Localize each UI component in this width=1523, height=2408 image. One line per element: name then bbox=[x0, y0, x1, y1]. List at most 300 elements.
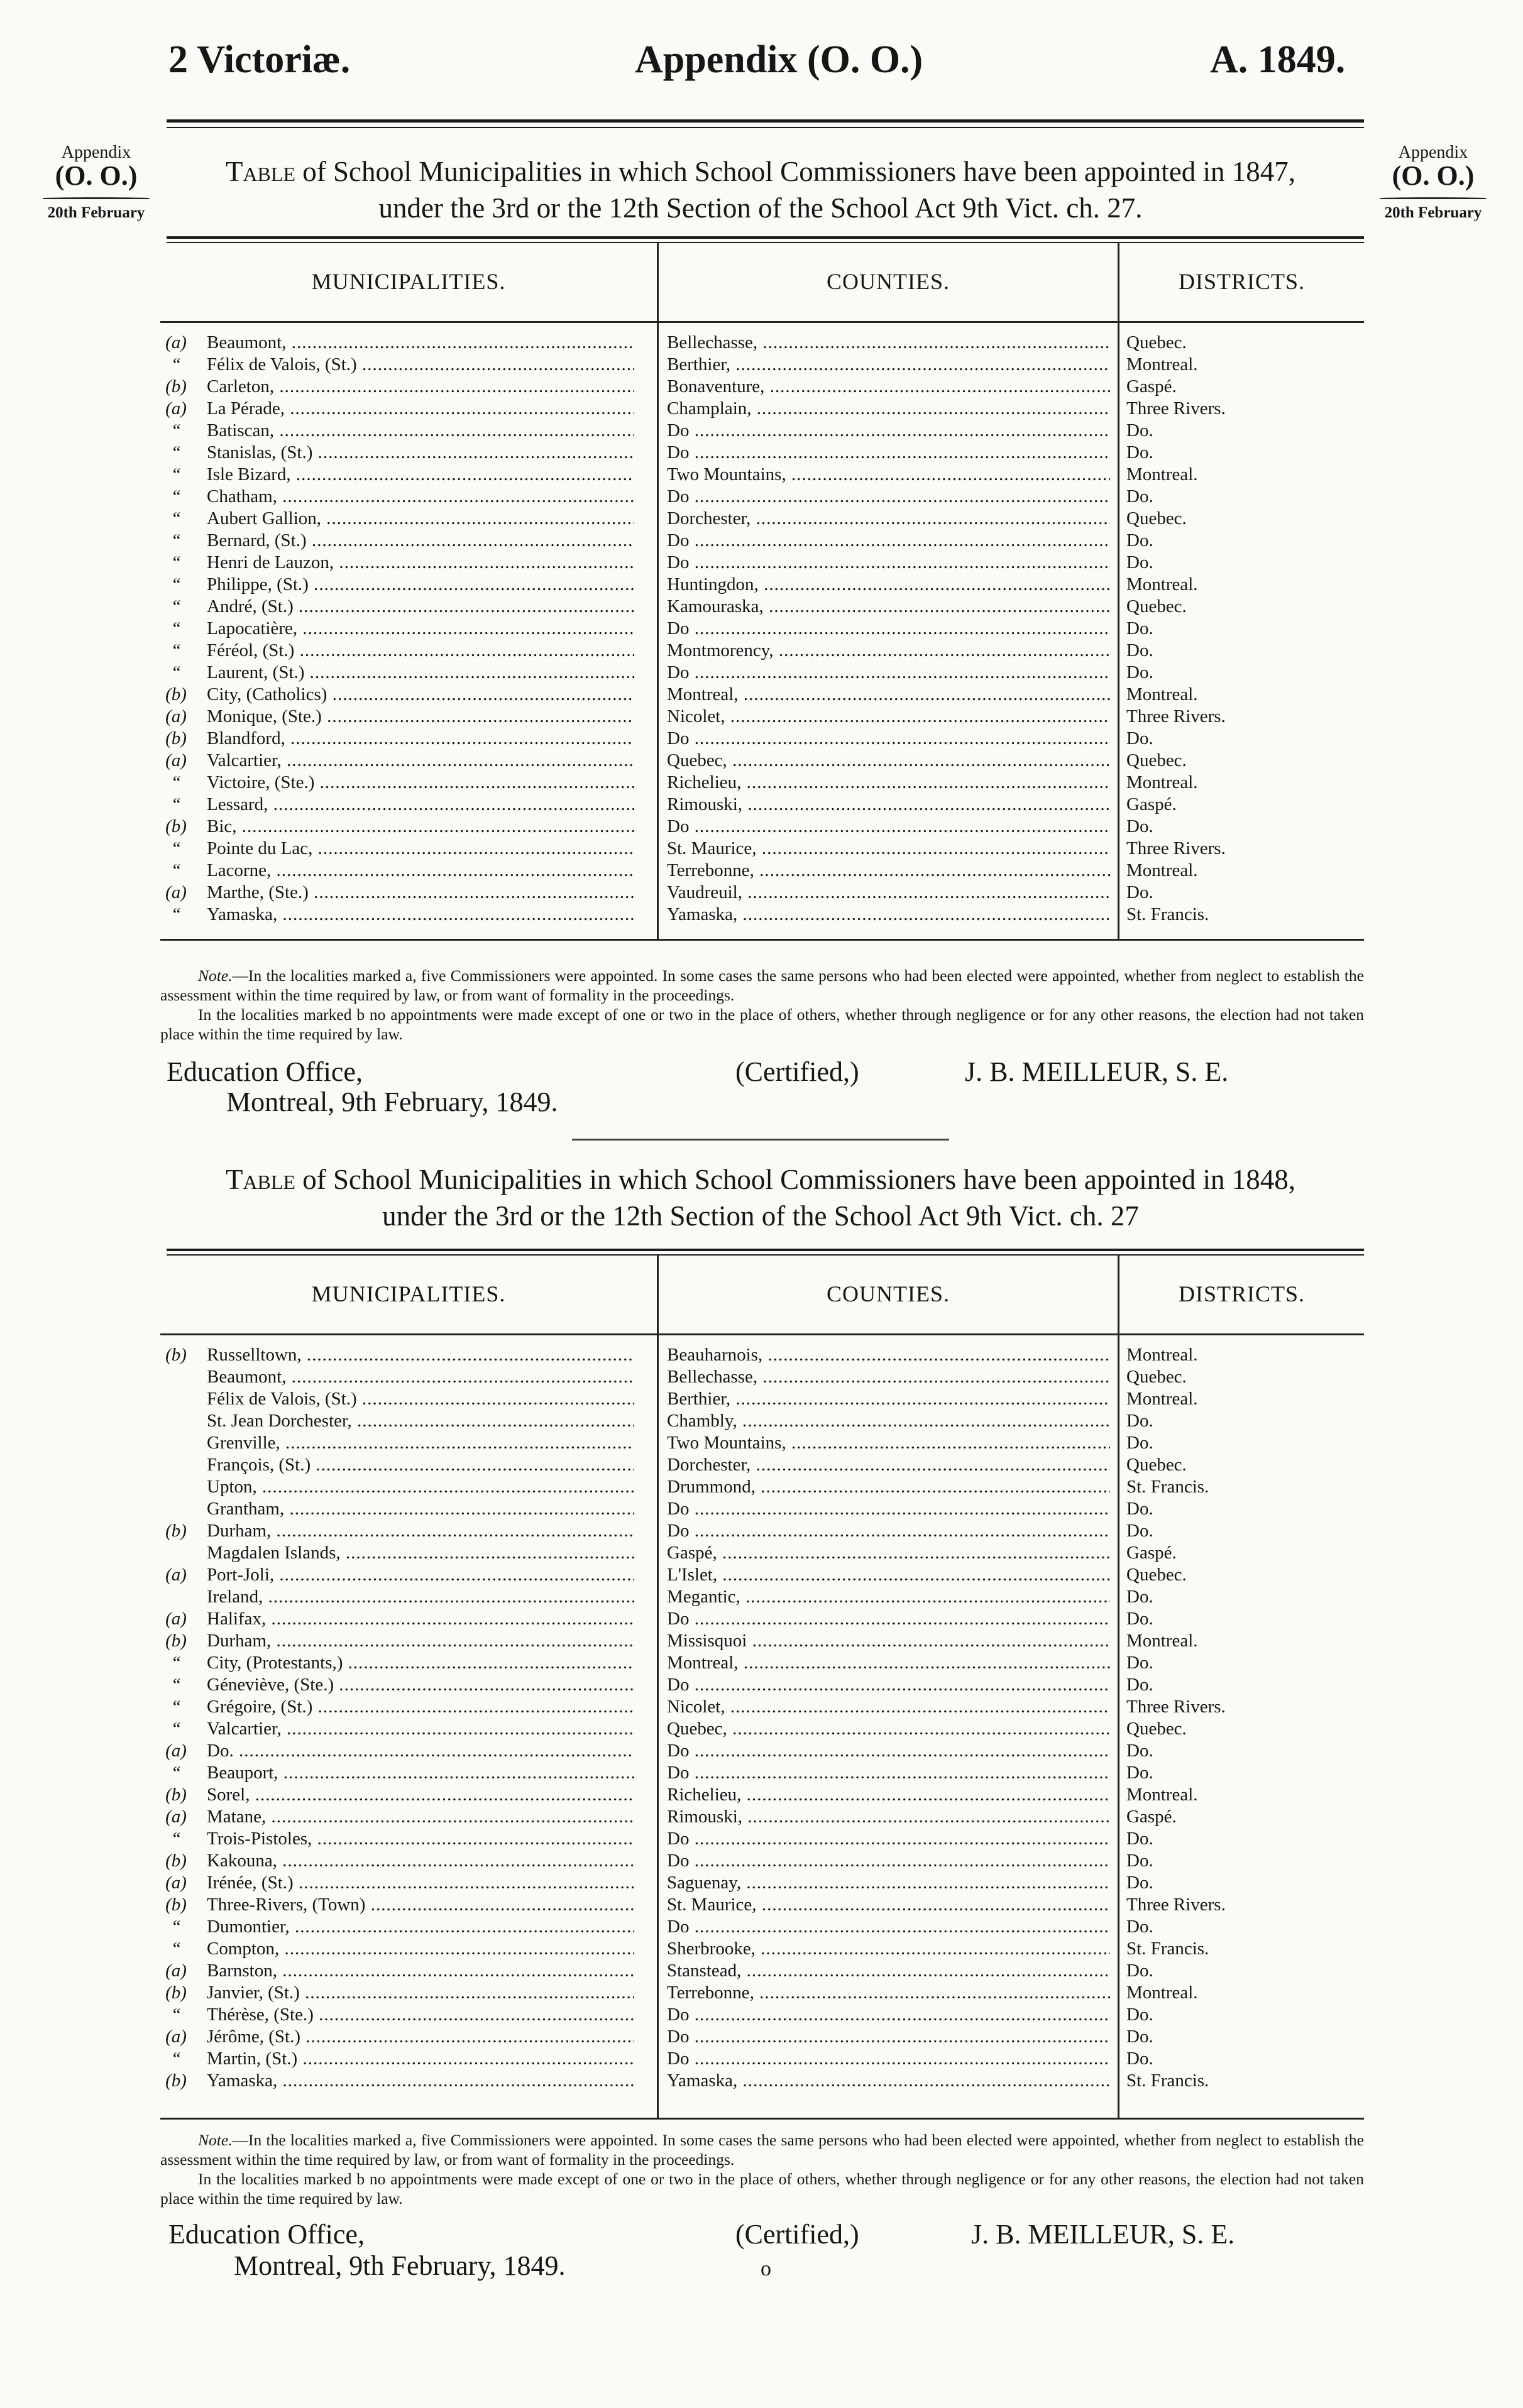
district-cell: Three Rivers. bbox=[1126, 398, 1226, 419]
row-mark: “ bbox=[170, 794, 182, 814]
municipality-cell: Batiscan, ..... bbox=[207, 420, 634, 442]
row-mark: (a) bbox=[165, 706, 187, 726]
table-2-title-line1: of School Municipalities in which School Commissioners have been appointed in 1848, bbox=[302, 1164, 1296, 1195]
district-cell: Do. bbox=[1126, 1609, 1153, 1629]
district-cell: Do. bbox=[1126, 1411, 1153, 1431]
table-row bbox=[160, 1652, 1364, 1674]
margin-note-label: Appendix bbox=[61, 143, 131, 162]
county-cell: Rimouski, ..... bbox=[667, 794, 1110, 816]
municipality-cell: Isle Bizard, ..... bbox=[207, 464, 634, 486]
municipality-cell: Do. ..... bbox=[207, 1740, 634, 1762]
table-1-office: Education Office, bbox=[167, 1056, 363, 1087]
district-cell: Do. bbox=[1126, 618, 1153, 638]
county-cell: Do ..... bbox=[667, 442, 1110, 464]
municipality-cell: La Pérade, ..... bbox=[207, 398, 634, 420]
district-cell: Do. bbox=[1126, 486, 1153, 506]
district-cell: Do. bbox=[1126, 816, 1153, 836]
county-cell: Do ..... bbox=[667, 1674, 1110, 1696]
district-cell: Quebec. bbox=[1126, 1719, 1187, 1739]
county-cell: Quebec, ..... bbox=[667, 750, 1110, 772]
district-cell: Do. bbox=[1126, 2027, 1153, 2047]
table-row bbox=[160, 882, 1364, 904]
row-mark: (b) bbox=[165, 1983, 187, 2003]
table-1-title-line2: under the 3rd or the 12th Section of the School Act 9th Vict. ch. 27. bbox=[378, 192, 1143, 224]
county-cell: St. Maurice, ..... bbox=[667, 1894, 1110, 1916]
table-2 bbox=[160, 1254, 1364, 2120]
county-cell: Do ..... bbox=[667, 2004, 1110, 2026]
table-row bbox=[160, 1784, 1364, 1806]
table-1-signature: J. B. MEILLEUR, S. E. bbox=[965, 1056, 1229, 1087]
margin-note-date: 20th February bbox=[47, 204, 145, 221]
district-cell: St. Francis. bbox=[1126, 1477, 1209, 1497]
table-row bbox=[160, 1696, 1364, 1718]
municipality-cell: Beaumont, ..... bbox=[207, 332, 634, 354]
row-mark: “ bbox=[170, 640, 182, 660]
county-cell: Do ..... bbox=[667, 1762, 1110, 1784]
margin-note-label: Appendix bbox=[1398, 143, 1468, 162]
note-label: Note. bbox=[198, 2131, 233, 2149]
county-cell: Do ..... bbox=[667, 728, 1110, 750]
county-cell: Do ..... bbox=[667, 420, 1110, 442]
district-cell: Do. bbox=[1126, 2005, 1153, 2025]
county-cell: Richelieu, ..... bbox=[667, 772, 1110, 794]
district-cell: Gaspé. bbox=[1126, 376, 1177, 397]
county-cell: Richelieu, ..... bbox=[667, 1784, 1110, 1806]
row-mark: “ bbox=[170, 1653, 182, 1673]
table-row bbox=[160, 838, 1364, 860]
district-cell: Montreal. bbox=[1126, 574, 1198, 594]
municipality-cell: Philippe, (St.) ..... bbox=[207, 574, 634, 596]
row-mark: “ bbox=[170, 838, 182, 858]
table-1-certified: (Certified,) bbox=[735, 1056, 859, 1087]
row-mark: (a) bbox=[165, 2027, 187, 2047]
municipality-cell: Laurent, (St.) ..... bbox=[207, 662, 634, 684]
district-cell: Do. bbox=[1126, 552, 1153, 572]
county-cell: Do ..... bbox=[667, 1740, 1110, 1762]
table-row bbox=[160, 2048, 1364, 2070]
table-1 bbox=[160, 242, 1364, 941]
county-cell: Chambly, ..... bbox=[667, 1410, 1110, 1432]
county-cell: Do ..... bbox=[667, 2048, 1110, 2070]
municipality-cell: City, (Protestants,) ..... bbox=[207, 1652, 634, 1674]
county-cell: Do ..... bbox=[667, 662, 1110, 684]
municipality-cell: Félix de Valois, (St.) ..... bbox=[207, 1388, 634, 1410]
district-cell: Do. bbox=[1126, 1741, 1153, 1761]
table-row bbox=[160, 618, 1364, 640]
district-cell: Gaspé. bbox=[1126, 794, 1177, 814]
note-text-2: In the localities marked b no appointments were made except of one or two in the place of others, whether through negligence or for any other reasons, the election had not taken place within the time required by law. bbox=[160, 2170, 1364, 2208]
row-mark: (b) bbox=[165, 2071, 187, 2091]
county-cell: Terrebonne, ..... bbox=[667, 1982, 1110, 2004]
municipality-cell: Upton, ..... bbox=[207, 1476, 634, 1498]
municipality-cell: Blandford, ..... bbox=[207, 728, 634, 750]
district-cell: Montreal. bbox=[1126, 1345, 1198, 1365]
district-cell: Do. bbox=[1126, 1587, 1153, 1607]
municipality-cell: Victoire, (Ste.) ..... bbox=[207, 772, 634, 794]
municipality-cell: Beaumont, ..... bbox=[207, 1366, 634, 1388]
county-cell: Kamouraska, ..... bbox=[667, 596, 1110, 618]
county-cell: Gaspé, ..... bbox=[667, 1542, 1110, 1564]
district-cell: Do. bbox=[1126, 530, 1153, 550]
district-cell: Do. bbox=[1126, 882, 1153, 902]
municipality-cell: Durham, ..... bbox=[207, 1520, 634, 1542]
table-row bbox=[160, 1740, 1364, 1762]
county-cell: Do ..... bbox=[667, 1608, 1110, 1630]
district-cell: Do. bbox=[1126, 640, 1153, 660]
district-cell: Do. bbox=[1126, 1873, 1153, 1893]
municipality-cell: Irénée, (St.) ..... bbox=[207, 1872, 634, 1894]
county-cell: Huntingdon, ..... bbox=[667, 574, 1110, 596]
municipality-cell: Lacorne, ..... bbox=[207, 860, 634, 882]
table-row bbox=[160, 640, 1364, 662]
running-header-left: 2 Victoriæ. bbox=[168, 38, 351, 81]
table-row bbox=[160, 376, 1364, 398]
district-cell: Three Rivers. bbox=[1126, 1895, 1226, 1915]
municipality-cell: Sorel, ..... bbox=[207, 1784, 634, 1806]
county-cell: Quebec, ..... bbox=[667, 1718, 1110, 1740]
table-row bbox=[160, 1674, 1364, 1696]
municipality-cell: Compton, ..... bbox=[207, 1938, 634, 1960]
table-row bbox=[160, 860, 1364, 882]
municipality-cell: Géneviève, (Ste.) ..... bbox=[207, 1674, 634, 1696]
table-row bbox=[160, 794, 1364, 816]
table-1-title bbox=[138, 153, 1383, 226]
district-cell: Three Rivers. bbox=[1126, 706, 1226, 726]
table-row bbox=[160, 1828, 1364, 1850]
table-row bbox=[160, 1718, 1364, 1740]
district-cell: Quebec. bbox=[1126, 1367, 1187, 1387]
district-cell: St. Francis. bbox=[1126, 1939, 1209, 1959]
table-row bbox=[160, 728, 1364, 750]
county-cell: Do ..... bbox=[667, 816, 1110, 838]
county-cell: Megantic, ..... bbox=[667, 1586, 1110, 1608]
row-mark: (b) bbox=[165, 1895, 187, 1915]
district-cell: Montreal. bbox=[1126, 354, 1198, 375]
municipality-cell: Russelltown, ..... bbox=[207, 1344, 634, 1366]
county-cell: Do ..... bbox=[667, 2026, 1110, 2048]
table-1-place-date: Montreal, 9th February, 1849. bbox=[226, 1086, 558, 1117]
row-mark: “ bbox=[170, 574, 182, 594]
county-cell: Rimouski, ..... bbox=[667, 1806, 1110, 1828]
table-1-bottom-rule bbox=[160, 939, 1364, 941]
table-2-note bbox=[160, 2130, 1364, 2208]
municipality-cell: Yamaska, ..... bbox=[207, 904, 634, 926]
district-cell: Do. bbox=[1126, 420, 1153, 441]
district-cell: Do. bbox=[1126, 662, 1153, 682]
table-row bbox=[160, 1960, 1364, 1982]
header-rule-top bbox=[167, 119, 1364, 123]
municipality-cell: Monique, (Ste.) ..... bbox=[207, 706, 634, 728]
table-row bbox=[160, 1608, 1364, 1630]
district-cell: Quebec. bbox=[1126, 508, 1187, 528]
table-2-signature: J. B. MEILLEUR, S. E. bbox=[971, 2219, 1235, 2250]
table-row bbox=[160, 1586, 1364, 1608]
district-cell: St. Francis. bbox=[1126, 904, 1209, 924]
municipality-cell: Beauport, ..... bbox=[207, 1762, 634, 1784]
table-row bbox=[160, 1410, 1364, 1432]
note-text: —In the localities marked a, five Commissioners were appointed. In some cases the same persons who had been elected were appointed, whether from neglect to establish the assessment within the time required by law, or from want of formality in the proceedings. bbox=[160, 966, 1364, 1004]
district-cell: Montreal. bbox=[1126, 1983, 1198, 2003]
district-cell: Gaspé. bbox=[1126, 1543, 1177, 1563]
district-cell: Do. bbox=[1126, 1961, 1153, 1981]
table-row bbox=[160, 1806, 1364, 1828]
district-cell: Do. bbox=[1126, 728, 1153, 748]
table-row bbox=[160, 2004, 1364, 2026]
row-mark: “ bbox=[170, 1719, 182, 1739]
district-cell: Do. bbox=[1126, 1917, 1153, 1937]
municipality-cell: Bic, ..... bbox=[207, 816, 634, 838]
row-mark: (a) bbox=[165, 398, 187, 419]
county-cell: St. Maurice, ..... bbox=[667, 838, 1110, 860]
county-cell: Do ..... bbox=[667, 1828, 1110, 1850]
table-2-title-lead: Table bbox=[225, 1164, 295, 1195]
page-mark: o bbox=[761, 2257, 771, 2280]
district-cell: Do. bbox=[1126, 1829, 1153, 1849]
municipality-cell: Kakouna, ..... bbox=[207, 1850, 634, 1872]
county-cell: Montreal, ..... bbox=[667, 1652, 1110, 1674]
municipality-cell: City, (Catholics) ..... bbox=[207, 684, 634, 706]
row-mark: (b) bbox=[165, 816, 187, 836]
row-mark: “ bbox=[170, 860, 182, 880]
table-2-rows bbox=[160, 1344, 1364, 2092]
running-header-right: A. 1849. bbox=[1210, 38, 1346, 81]
municipality-cell: Lessard, ..... bbox=[207, 794, 634, 816]
municipality-cell: Barnston, ..... bbox=[207, 1960, 634, 1982]
county-cell: Nicolet, ..... bbox=[667, 706, 1110, 728]
table-row bbox=[160, 2026, 1364, 2048]
table-row bbox=[160, 750, 1364, 772]
table-row bbox=[160, 904, 1364, 926]
municipality-cell: Thérèse, (Ste.) ..... bbox=[207, 2004, 634, 2026]
county-cell: Dorchester, ..... bbox=[667, 1454, 1110, 1476]
district-cell: St. Francis. bbox=[1126, 2071, 1209, 2091]
municipality-cell: Aubert Gallion, ..... bbox=[207, 508, 634, 530]
municipality-cell: Marthe, (Ste.) ..... bbox=[207, 882, 634, 904]
table-2-title-line2: under the 3rd or the 12th Section of the School Act 9th Vict. ch. 27 bbox=[382, 1200, 1139, 1232]
municipality-cell: Grégoire, (St.) ..... bbox=[207, 1696, 634, 1718]
table-row bbox=[160, 662, 1364, 684]
row-mark: (a) bbox=[165, 750, 187, 770]
row-mark: “ bbox=[170, 420, 182, 441]
row-mark: (b) bbox=[165, 376, 187, 397]
county-cell: Champlain, ..... bbox=[667, 398, 1110, 420]
district-cell: Montreal. bbox=[1126, 772, 1198, 792]
district-cell: Do. bbox=[1126, 1763, 1153, 1783]
table-row bbox=[160, 684, 1364, 706]
district-cell: Quebec. bbox=[1126, 750, 1187, 770]
district-cell: Do. bbox=[1126, 1653, 1153, 1673]
table-row bbox=[160, 354, 1364, 376]
district-cell: Do. bbox=[1126, 1521, 1153, 1541]
district-cell: Quebec. bbox=[1126, 1565, 1187, 1585]
municipality-cell: Lapocatière, ..... bbox=[207, 618, 634, 640]
district-cell: Do. bbox=[1126, 2049, 1153, 2069]
municipality-cell: St. Jean Dorchester, ..... bbox=[207, 1410, 634, 1432]
municipality-cell: André, (St.) ..... bbox=[207, 596, 634, 618]
district-cell: Montreal. bbox=[1126, 684, 1198, 704]
county-cell: Do ..... bbox=[667, 530, 1110, 552]
table-row bbox=[160, 2070, 1364, 2092]
county-cell: Do ..... bbox=[667, 1850, 1110, 1872]
municipality-cell: Stanislas, (St.) ..... bbox=[207, 442, 634, 464]
row-mark: (a) bbox=[165, 1873, 187, 1893]
table-1-header bbox=[160, 242, 1364, 321]
table-row bbox=[160, 1432, 1364, 1454]
district-cell: Montreal. bbox=[1126, 1631, 1198, 1651]
table-2-place-date: Montreal, 9th February, 1849. bbox=[234, 2250, 566, 2281]
row-mark: (b) bbox=[165, 1851, 187, 1871]
district-cell: Three Rivers. bbox=[1126, 1697, 1226, 1717]
running-header-center: Appendix (O. O.) bbox=[635, 38, 923, 81]
table-row bbox=[160, 1982, 1364, 2004]
row-mark: (a) bbox=[165, 1961, 187, 1981]
table-2-header-rule bbox=[160, 1333, 1364, 1335]
row-mark: “ bbox=[170, 1763, 182, 1783]
municipality-cell: Carleton, ..... bbox=[207, 376, 634, 398]
row-mark: “ bbox=[170, 1829, 182, 1849]
municipality-cell: Dumontier, ..... bbox=[207, 1916, 634, 1938]
table-row bbox=[160, 1520, 1364, 1542]
municipality-cell: Port-Joli, ..... bbox=[207, 1564, 634, 1586]
municipality-cell: Bernard, (St.) ..... bbox=[207, 530, 634, 552]
row-mark: “ bbox=[170, 618, 182, 638]
district-cell: Gaspé. bbox=[1126, 1807, 1177, 1827]
district-cell: Do. bbox=[1126, 1499, 1153, 1519]
county-cell: Dorchester, ..... bbox=[667, 508, 1110, 530]
note-label: Note. bbox=[198, 966, 233, 985]
table-row bbox=[160, 772, 1364, 794]
municipality-cell: Félix de Valois, (St.) ..... bbox=[207, 354, 634, 376]
table-row bbox=[160, 486, 1364, 508]
row-mark: (a) bbox=[165, 1741, 187, 1761]
table-2-office: Education Office, bbox=[168, 2219, 365, 2250]
county-cell: L'Islet, ..... bbox=[667, 1564, 1110, 1586]
row-mark: “ bbox=[170, 442, 182, 462]
district-cell: Quebec. bbox=[1126, 332, 1187, 353]
municipality-cell: Grenville, ..... bbox=[207, 1432, 634, 1454]
district-cell: Montreal. bbox=[1126, 464, 1198, 484]
municipality-cell: Halifax, ..... bbox=[207, 1608, 634, 1630]
county-cell: Montmorency, ..... bbox=[667, 640, 1110, 662]
row-mark: (a) bbox=[165, 1609, 187, 1629]
municipality-cell: Yamaska, ..... bbox=[207, 2070, 634, 2092]
county-cell: Missisquoi ..... bbox=[667, 1630, 1110, 1652]
row-mark: (b) bbox=[165, 1345, 187, 1365]
county-cell: Stanstead, ..... bbox=[667, 1960, 1110, 1982]
county-cell: Bellechasse, ..... bbox=[667, 332, 1110, 354]
row-mark: (b) bbox=[165, 728, 187, 748]
margin-note-code: (O. O.) bbox=[1392, 160, 1475, 192]
section-divider bbox=[572, 1139, 949, 1141]
row-mark: (a) bbox=[165, 1565, 187, 1585]
district-cell: Do. bbox=[1126, 442, 1153, 462]
table-row bbox=[160, 464, 1364, 486]
row-mark: “ bbox=[170, 1939, 182, 1959]
row-mark: “ bbox=[170, 904, 182, 924]
table-1-title-lead: Table bbox=[225, 156, 295, 187]
row-mark: “ bbox=[170, 2005, 182, 2025]
row-mark: “ bbox=[170, 772, 182, 792]
row-mark: (b) bbox=[165, 1785, 187, 1805]
county-cell: Do ..... bbox=[667, 618, 1110, 640]
county-cell: Saguenay, ..... bbox=[667, 1872, 1110, 1894]
table-1-rows bbox=[160, 332, 1364, 926]
table-row bbox=[160, 1542, 1364, 1564]
district-cell: Quebec. bbox=[1126, 596, 1187, 616]
municipality-cell: Valcartier, ..... bbox=[207, 1718, 634, 1740]
municipality-cell: Ireland, ..... bbox=[207, 1586, 634, 1608]
table-row bbox=[160, 1762, 1364, 1784]
table-row bbox=[160, 552, 1364, 574]
municipality-cell: Janvier, (St.) ..... bbox=[207, 1982, 634, 2004]
municipality-cell: Chatham, ..... bbox=[207, 486, 634, 508]
municipality-cell: Pointe du Lac, ..... bbox=[207, 838, 634, 860]
table-row bbox=[160, 1476, 1364, 1498]
row-mark: “ bbox=[170, 1917, 182, 1937]
municipality-cell: Matane, ..... bbox=[207, 1806, 634, 1828]
table-row bbox=[160, 596, 1364, 618]
table-row bbox=[160, 1850, 1364, 1872]
municipality-cell: Jérôme, (St.) ..... bbox=[207, 2026, 634, 2048]
county-cell: Yamaska, ..... bbox=[667, 904, 1110, 926]
district-cell: Montreal. bbox=[1126, 1785, 1198, 1805]
municipality-cell: Magdalen Islands, ..... bbox=[207, 1542, 634, 1564]
district-cell: Montreal. bbox=[1126, 860, 1198, 880]
municipality-cell: Durham, ..... bbox=[207, 1630, 634, 1652]
district-cell: Quebec. bbox=[1126, 1455, 1187, 1475]
table-row bbox=[160, 1894, 1364, 1916]
municipality-cell: Valcartier, ..... bbox=[207, 750, 634, 772]
row-mark: (a) bbox=[165, 882, 187, 902]
district-cell: Three Rivers. bbox=[1126, 838, 1226, 858]
county-cell: Two Mountains, ..... bbox=[667, 1432, 1110, 1454]
county-cell: Terrebonne, ..... bbox=[667, 860, 1110, 882]
column-header-districts: DISTRICTS. bbox=[1178, 269, 1306, 294]
municipality-cell: François, (St.) ..... bbox=[207, 1454, 634, 1476]
district-cell: Do. bbox=[1126, 1433, 1153, 1453]
table-row bbox=[160, 1872, 1364, 1894]
district-cell: Do. bbox=[1126, 1851, 1153, 1871]
county-cell: Bonaventure, ..... bbox=[667, 376, 1110, 398]
row-mark: “ bbox=[170, 596, 182, 616]
table-2-certified: (Certified,) bbox=[735, 2219, 859, 2250]
county-cell: Do ..... bbox=[667, 1520, 1110, 1542]
note-text-2: In the localities marked b no appointments were made except of one or two in the place of others, whether through negligence or for any other reasons, the election had not taken place within the time required by law. bbox=[160, 1005, 1364, 1043]
table-row bbox=[160, 1498, 1364, 1520]
municipality-cell: Trois-Pistoles, ..... bbox=[207, 1828, 634, 1850]
municipality-cell: Martin, (St.) ..... bbox=[207, 2048, 634, 2070]
table-row bbox=[160, 530, 1364, 552]
row-mark: “ bbox=[170, 530, 182, 550]
table-row bbox=[160, 574, 1364, 596]
county-cell: Montreal, ..... bbox=[667, 684, 1110, 706]
row-mark: (b) bbox=[165, 1521, 187, 1541]
column-header-municipalities: MUNICIPALITIES. bbox=[311, 269, 506, 294]
table-row bbox=[160, 1938, 1364, 1960]
county-cell: Do ..... bbox=[667, 1498, 1110, 1520]
row-mark: “ bbox=[170, 354, 182, 375]
county-cell: Berthier, ..... bbox=[667, 1388, 1110, 1410]
column-header-counties: COUNTIES. bbox=[827, 1281, 950, 1306]
column-header-districts: DISTRICTS. bbox=[1178, 1281, 1306, 1306]
column-header-counties: COUNTIES. bbox=[827, 269, 950, 294]
table-row bbox=[160, 398, 1364, 420]
table-row bbox=[160, 1564, 1364, 1586]
municipality-cell: Three-Rivers, (Town) ..... bbox=[207, 1894, 634, 1916]
table-row bbox=[160, 442, 1364, 464]
county-cell: Berthier, ..... bbox=[667, 354, 1110, 376]
row-mark: (a) bbox=[165, 332, 187, 353]
